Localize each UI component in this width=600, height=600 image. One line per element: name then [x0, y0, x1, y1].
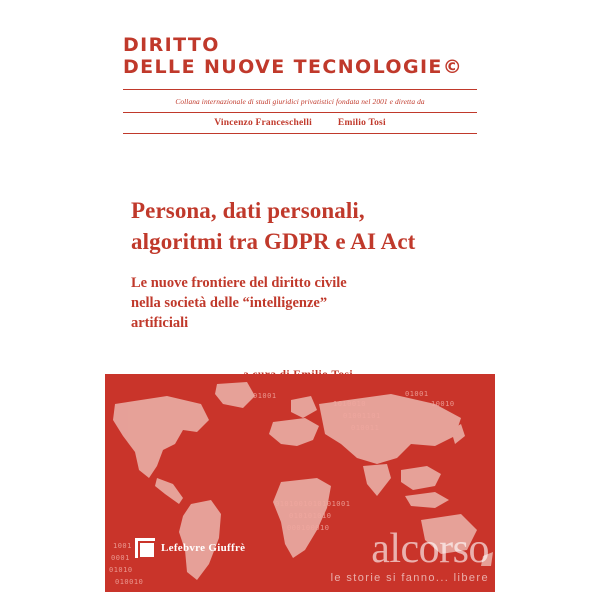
series-editor-2: Emilio Tosi — [337, 118, 386, 129]
series-divider-middle — [123, 112, 477, 113]
book-subtitle-line2: nella società delle “intelligenze” — [131, 295, 328, 312]
series-description: Collana internazionale di studi giuridici privatistici fondata nel 2001 e diretta da — [175, 96, 425, 106]
book-subtitle — [131, 273, 465, 333]
publisher-logo — [135, 538, 245, 558]
binary-text: 10010 — [431, 400, 455, 408]
book-cover — [105, 8, 495, 592]
series-title-line1: DIRITTO — [123, 34, 220, 56]
series-divider-bottom — [123, 133, 477, 134]
binary-text: 0001 — [111, 554, 130, 562]
book-title-line1: Persona, dati personali, — [131, 198, 365, 224]
series-title — [123, 34, 477, 79]
book-title — [131, 196, 465, 257]
series-editors — [123, 118, 477, 128]
series-title-mark: © — [442, 56, 464, 79]
binary-text: 1010010 — [333, 400, 367, 408]
book-subtitle-line1: Le nuove frontiere del diritto civile — [131, 275, 347, 292]
series-editor-1: Vincenzo Franceschelli — [214, 118, 312, 129]
binary-text: 000100010 — [287, 524, 330, 532]
binary-text: 010011 — [351, 424, 380, 432]
binary-text: 01001 — [405, 390, 429, 398]
book-subtitle-line3: artificiali — [131, 315, 189, 332]
binary-text: 01001101 — [343, 412, 381, 420]
publisher-mark-icon — [135, 538, 155, 558]
series-divider-top — [123, 89, 477, 90]
binary-text: 010101010 — [289, 512, 332, 520]
binary-text: 0101001010101001 — [275, 500, 351, 508]
binary-text: 1001 — [113, 542, 132, 550]
publisher-name: Lefebvre Giuffrè — [161, 542, 246, 554]
series-header — [105, 8, 495, 134]
world-map-panel — [105, 374, 495, 592]
binary-text: 010010 — [115, 578, 144, 586]
title-block — [105, 134, 495, 381]
binary-text: 01001 — [253, 392, 277, 400]
series-title-line2: DELLE NUOVE TECNOLOGIE — [123, 56, 443, 79]
watermark-sub-text: le storie si fanno... libere — [330, 572, 489, 584]
watermark-main-text: alcorso — [371, 526, 489, 572]
book-title-line2: algoritmi tra GDPR e AI Act — [131, 228, 416, 254]
binary-text: 01010 — [109, 566, 133, 574]
